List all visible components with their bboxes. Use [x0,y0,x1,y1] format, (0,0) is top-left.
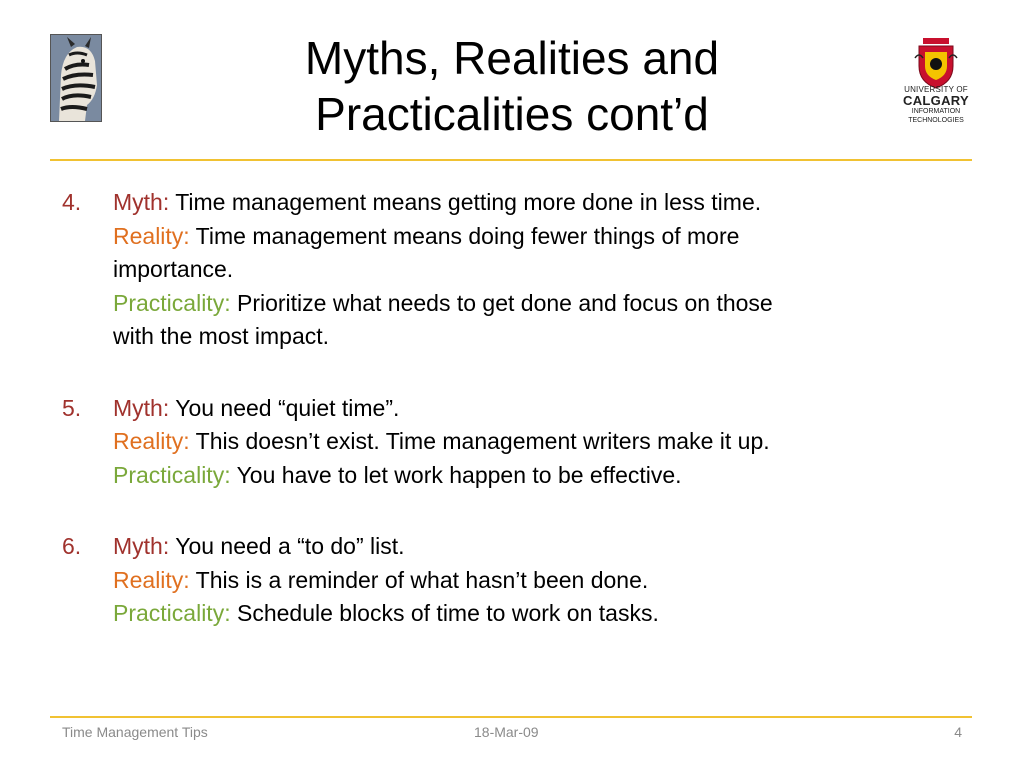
practicality-text: Schedule blocks of time to work on tasks. [230,600,659,626]
page-number: 4 [954,724,962,740]
logo-text-information: INFORMATION [911,108,961,115]
logo-text-university-of: UNIVERSITY OF [904,85,968,94]
logo-text-calgary: CALGARY [903,93,969,108]
reality-line [113,220,960,254]
slide-title [200,30,824,142]
reality-label: Reality: [113,428,190,454]
slide-title-line-1: Myths, Realities and [304,32,720,84]
slide-body [60,186,960,669]
reality-text: This doesn’t exist. Time management writers make it up. [189,428,770,454]
reality-line [113,425,960,459]
practicality-line [113,459,960,493]
list-item-4 [60,186,960,354]
myth-label: Myth: [113,533,170,559]
reality-label: Reality: [113,566,190,593]
practicality-text-continued: with the most impact. [113,323,330,349]
practicality-line [113,597,960,631]
zebra-photo-icon [51,35,101,121]
reality-line [113,564,960,598]
logo-text-technologies: TECHNOLOGIES [908,117,964,124]
myth-label: Myth: [113,189,170,215]
item-number: 6. [62,533,82,559]
item-number: 4. [62,189,82,215]
reality-text-continued: importance. [113,256,234,282]
myth-text: Time management means getting more done in less time. [169,189,762,215]
bottom-divider [50,716,972,718]
reality-text: This is a reminder of what hasn’t been done. [189,566,649,593]
university-logo [896,38,976,134]
footer-title: Time Management Tips [62,724,208,740]
myth-line [113,186,960,220]
top-divider [50,159,972,161]
myth-label: Myth: [113,394,170,421]
myth-text: You need “quiet time”. [169,394,400,421]
practicality-label: Practicality: [113,461,231,488]
list-item-6 [60,530,960,631]
slide-title-line-2: Practicalities cont’d [315,88,709,140]
myth-line [113,392,960,426]
zebra-image [50,34,102,122]
list-item-5 [60,392,960,493]
reality-text: Time management means doing fewer things of more [189,222,740,249]
myth-text: You need a “to do” list. [169,533,405,559]
practicality-text: Prioritize what needs to get done and focus on those [230,289,773,316]
item-number: 5. [62,394,82,421]
footer-date: 18-Mar-09 [474,724,539,740]
myth-line [113,530,960,564]
practicality-text: You have to let work happen to be effective. [230,461,682,488]
practicality-line [113,287,960,321]
reality-line-continued [113,253,960,287]
reality-label: Reality: [113,222,190,249]
practicality-label: Practicality: [113,600,231,626]
practicality-line-continued [113,320,960,354]
practicality-label: Practicality: [113,289,231,316]
